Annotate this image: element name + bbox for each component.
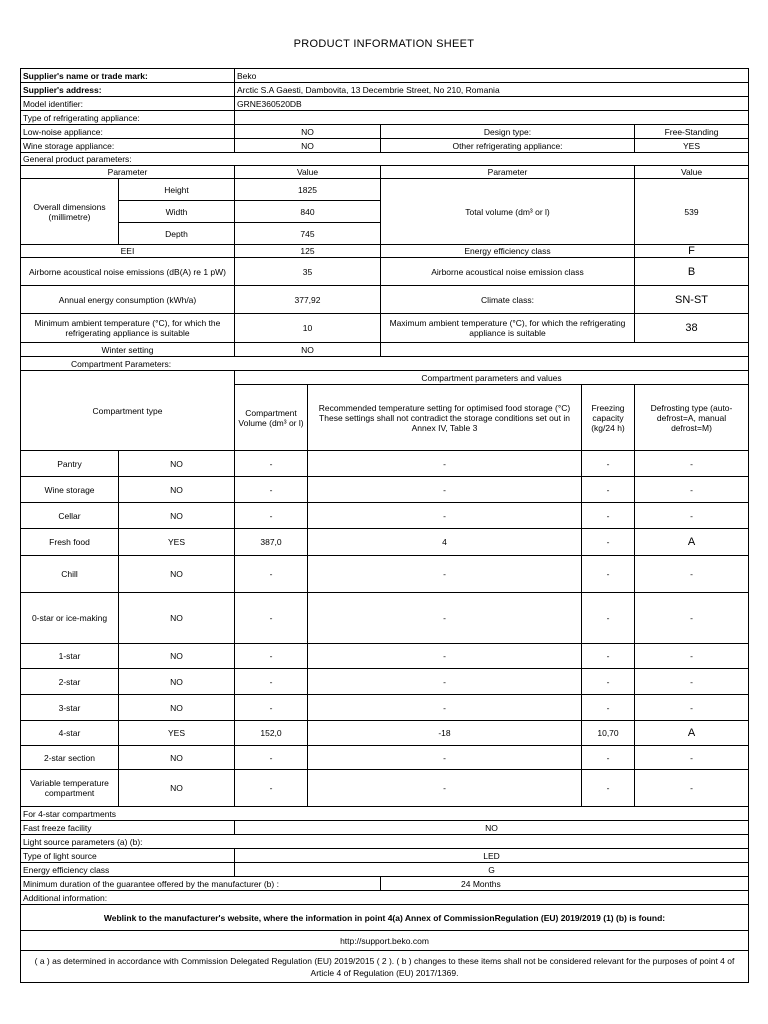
compartment-freezing: 10,70	[582, 721, 635, 746]
compartment-freezing: -	[582, 593, 635, 644]
wine-storage-label: Wine storage appliance:	[21, 139, 235, 153]
compartment-name: Variable temperature compartment	[21, 770, 119, 807]
compartment-defrost: -	[635, 770, 749, 807]
winter-setting-blank	[381, 343, 749, 357]
guarantee-label: Minimum duration of the guarantee offered by the manufacturer (b) :	[21, 877, 381, 891]
table-row	[21, 451, 749, 477]
weblink-description: Weblink to the manufacturer's website, where the information in point 4(a) Annex of CommissionRegulation (EU) 2019/2019 (1) (b) is found:	[21, 905, 749, 931]
noise-class-value: B	[635, 258, 749, 286]
height-value: 1825	[235, 179, 381, 201]
compartment-temp: -18	[308, 721, 582, 746]
value-header-right: Value	[635, 166, 749, 179]
compartment-freezing: -	[582, 451, 635, 477]
eei-label: EEI	[21, 245, 235, 258]
general-parameters-heading: General product parameters:	[21, 153, 749, 166]
compartment-name: 2-star	[21, 669, 119, 695]
total-volume-label: Total volume (dm³ or l)	[381, 179, 635, 245]
page-title: PRODUCT INFORMATION SHEET	[293, 38, 475, 50]
compartment-defrost: -	[635, 669, 749, 695]
compartment-parameters-heading: Compartment Parameters:	[21, 357, 749, 371]
compartment-volume: -	[235, 746, 308, 770]
width-value: 840	[235, 201, 381, 223]
compartment-temp: -	[308, 746, 582, 770]
compartment-temp: 4	[308, 529, 582, 556]
compartment-group-header: Compartment parameters and values	[235, 371, 749, 385]
compartment-present: YES	[119, 529, 235, 556]
climate-class-value: SN-ST	[635, 286, 749, 314]
compartment-defrost: -	[635, 477, 749, 503]
value-header: Value	[235, 166, 381, 179]
compartment-volume: 387,0	[235, 529, 308, 556]
compartment-name: Fresh food	[21, 529, 119, 556]
climate-class-label: Climate class:	[381, 286, 635, 314]
compartment-temp: -	[308, 593, 582, 644]
guarantee-value: 24 Months	[381, 877, 749, 891]
compartment-defrost: -	[635, 503, 749, 529]
compartment-present: YES	[119, 721, 235, 746]
compartment-type-header: Compartment type	[21, 371, 235, 451]
footnote: ( a ) as determined in accordance with Commission Delegated Regulation (EU) 2019/2015 ( 2 ). ( b ) changes to these items shall not be considered relevant for the purposes of point 4 of Article 4 of Regulation (EU) 2017/1369.	[21, 951, 749, 983]
compartment-present: NO	[119, 695, 235, 721]
total-volume-value: 539	[635, 179, 749, 245]
compartment-volume: -	[235, 556, 308, 593]
compartment-freezing: -	[582, 695, 635, 721]
table-row	[21, 746, 749, 770]
compartment-defrost: A	[635, 721, 749, 746]
compartment-temp: -	[308, 644, 582, 669]
compartment-volume: -	[235, 669, 308, 695]
four-star-heading: For 4-star compartments	[21, 807, 749, 821]
compartment-volume: -	[235, 695, 308, 721]
supplier-name-label: Supplier's name or trade mark:	[21, 69, 235, 83]
compartment-present: NO	[119, 669, 235, 695]
light-source-heading: Light source parameters (a) (b):	[21, 835, 749, 849]
compartment-present: NO	[119, 451, 235, 477]
compartment-volume: -	[235, 451, 308, 477]
compartment-temp: -	[308, 695, 582, 721]
fast-freeze-value: NO	[235, 821, 749, 835]
support-url-link[interactable]: http://support.beko.com	[21, 931, 749, 951]
recommended-temp-header: Recommended temperature setting for optimised food storage (°C) These settings shall not contradict the storage conditions set out in Annex IV, Table 3	[308, 385, 582, 451]
compartment-freezing: -	[582, 477, 635, 503]
annual-energy-label: Annual energy consumption (kWh/a)	[21, 286, 235, 314]
compartment-freezing: -	[582, 556, 635, 593]
compartment-freezing: -	[582, 746, 635, 770]
compartment-present: NO	[119, 503, 235, 529]
compartment-name: 3-star	[21, 695, 119, 721]
compartment-name: 1-star	[21, 644, 119, 669]
max-temp-label: Maximum ambient temperature (°C), for which the refrigerating appliance is suitable	[381, 314, 635, 343]
compartment-temp: -	[308, 503, 582, 529]
energy-class-label: Energy efficiency class	[381, 245, 635, 258]
fast-freeze-label: Fast freeze facility	[21, 821, 235, 835]
winter-setting-label: Winter setting	[21, 343, 235, 357]
table-row	[21, 695, 749, 721]
compartment-volume: -	[235, 503, 308, 529]
freezing-capacity-header: Freezing capacity (kg/24 h)	[582, 385, 635, 451]
winter-setting-value: NO	[235, 343, 381, 357]
compartment-defrost: -	[635, 556, 749, 593]
compartment-name: 4-star	[21, 721, 119, 746]
width-label: Width	[119, 201, 235, 223]
table-row	[21, 503, 749, 529]
noise-class-label: Airborne acoustical noise emission class	[381, 258, 635, 286]
other-appliance-label: Other refrigerating appliance:	[381, 139, 635, 153]
compartment-freezing: -	[582, 770, 635, 807]
compartment-freezing: -	[582, 644, 635, 669]
compartment-present: NO	[119, 770, 235, 807]
model-identifier-label: Model identifier:	[21, 97, 235, 111]
param-header-right: Parameter	[381, 166, 635, 179]
compartment-name: 2-star section	[21, 746, 119, 770]
depth-label: Depth	[119, 223, 235, 245]
compartment-present: NO	[119, 593, 235, 644]
compartment-temp: -	[308, 669, 582, 695]
appliance-type-value	[235, 111, 749, 125]
compartment-volume: -	[235, 644, 308, 669]
compartment-volume: -	[235, 770, 308, 807]
light-type-label: Type of light source	[21, 849, 235, 863]
compartment-defrost: -	[635, 695, 749, 721]
compartment-defrost: -	[635, 593, 749, 644]
table-row	[21, 644, 749, 669]
compartment-present: NO	[119, 556, 235, 593]
compartment-defrost: -	[635, 746, 749, 770]
depth-value: 745	[235, 223, 381, 245]
wine-storage-value: NO	[235, 139, 381, 153]
table-row	[21, 477, 749, 503]
low-noise-label: Low-noise appliance:	[21, 125, 235, 139]
volume-header: Compartment Volume (dm³ or l)	[235, 385, 308, 451]
table-row	[21, 770, 749, 807]
param-header: Parameter	[21, 166, 235, 179]
defrosting-type-header: Defrosting type (auto-defrost=A, manual defrost=M)	[635, 385, 749, 451]
design-type-label: Design type:	[381, 125, 635, 139]
compartment-volume: -	[235, 593, 308, 644]
compartment-temp: -	[308, 477, 582, 503]
light-class-value: G	[235, 863, 749, 877]
compartment-name: Wine storage	[21, 477, 119, 503]
height-label: Height	[119, 179, 235, 201]
table-row	[21, 556, 749, 593]
supplier-name-value: Beko	[235, 69, 749, 83]
compartment-volume: -	[235, 477, 308, 503]
compartment-present: NO	[119, 477, 235, 503]
compartment-name: Pantry	[21, 451, 119, 477]
min-temp-label: Minimum ambient temperature (°C), for which the refrigerating appliance is suitable	[21, 314, 235, 343]
compartment-present: NO	[119, 644, 235, 669]
light-type-value: LED	[235, 849, 749, 863]
other-appliance-value: YES	[635, 139, 749, 153]
supplier-address-label: Supplier's address:	[21, 83, 235, 97]
noise-emissions-label: Airborne acoustical noise emissions (dB(A) re 1 pW)	[21, 258, 235, 286]
compartment-freezing: -	[582, 669, 635, 695]
product-information-table	[20, 68, 749, 983]
table-row	[21, 721, 749, 746]
compartment-name: Cellar	[21, 503, 119, 529]
model-identifier-value: GRNE360520DB	[235, 97, 749, 111]
compartment-temp: -	[308, 451, 582, 477]
design-type-value: Free-Standing	[635, 125, 749, 139]
noise-emissions-value: 35	[235, 258, 381, 286]
light-class-label: Energy efficiency class	[21, 863, 235, 877]
compartment-freezing: -	[582, 503, 635, 529]
compartment-defrost: A	[635, 529, 749, 556]
eei-value: 125	[235, 245, 381, 258]
compartment-defrost: -	[635, 451, 749, 477]
compartment-defrost: -	[635, 644, 749, 669]
table-row	[21, 529, 749, 556]
compartment-name: 0-star or ice-making	[21, 593, 119, 644]
table-row	[21, 669, 749, 695]
compartment-temp: -	[308, 770, 582, 807]
overall-dimensions-label: Overall dimensions (millimetre)	[21, 179, 119, 245]
max-temp-value: 38	[635, 314, 749, 343]
compartment-temp: -	[308, 556, 582, 593]
compartment-name: Chill	[21, 556, 119, 593]
annual-energy-value: 377,92	[235, 286, 381, 314]
table-row	[21, 593, 749, 644]
compartment-present: NO	[119, 746, 235, 770]
min-temp-value: 10	[235, 314, 381, 343]
supplier-address-value: Arctic S.A Gaesti, Dambovita, 13 Decembrie Street, No 210, Romania	[235, 83, 749, 97]
appliance-type-label: Type of refrigerating appliance:	[21, 111, 235, 125]
additional-info-label: Additional information:	[21, 891, 749, 905]
low-noise-value: NO	[235, 125, 381, 139]
energy-class-value: F	[635, 245, 749, 258]
compartment-volume: 152,0	[235, 721, 308, 746]
compartment-freezing: -	[582, 529, 635, 556]
